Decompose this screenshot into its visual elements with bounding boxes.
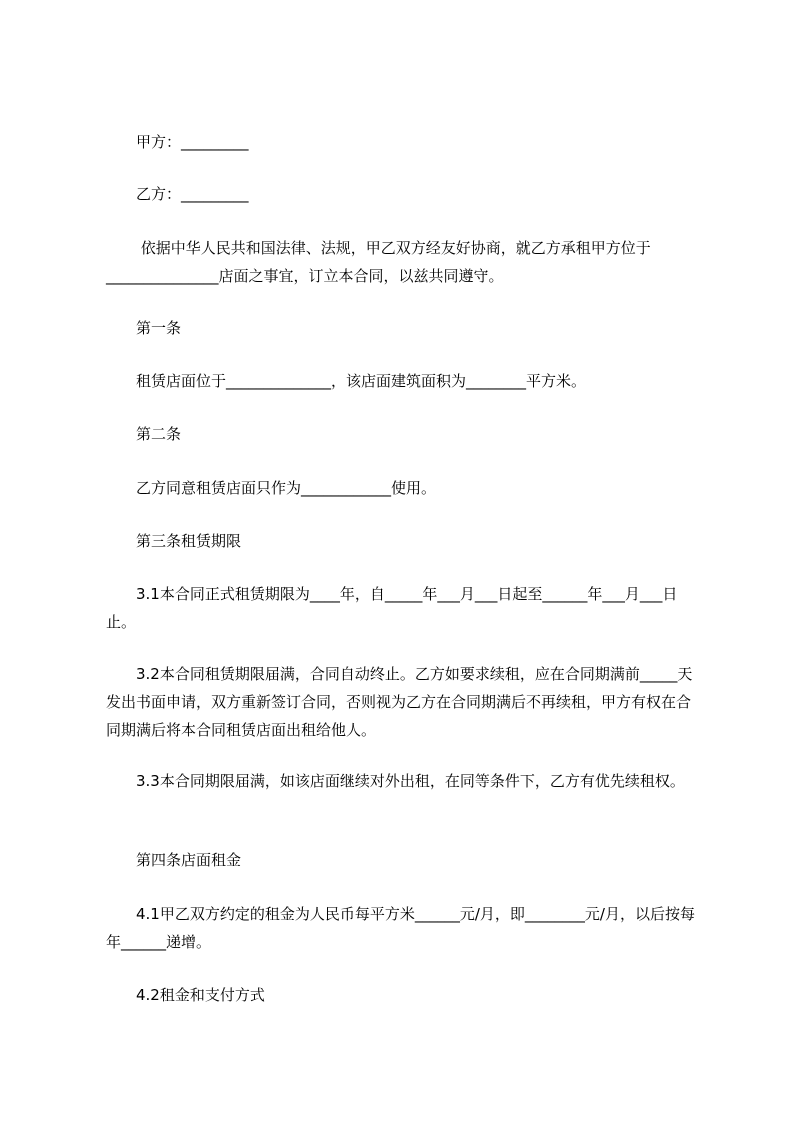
article-1-text: 租赁店面位于______________，该店面建筑面积为________平方米。 — [136, 372, 587, 390]
article-2-heading: 第二条 — [136, 425, 182, 443]
article-4-heading: 第四条店面租金 — [136, 851, 242, 869]
party-a-line: 甲方：_________ — [136, 133, 249, 151]
article-2-text: 乙方同意租赁店面只作为____________使用。 — [136, 479, 437, 497]
party-b-line: 乙方：_________ — [136, 185, 249, 203]
clause-3-1: 3.1本合同正式租赁期限为____年，自_____年___月___日起至______年___月___日止。 — [106, 585, 678, 631]
preamble-paragraph: 依据中华人民共和国法律、法规，甲乙双方经友好协商，就乙方承租甲方位于_______________店面之事宜，订立本合同，以兹共同遵守。 — [106, 239, 651, 285]
clause-4-2: 4.2租金和支付方式 — [136, 986, 265, 1004]
clause-3-3: 3.3本合同期限届满，如该店面继续对外出租，在同等条件下，乙方有优先续租权。 — [136, 772, 685, 790]
article-3-heading: 第三条租赁期限 — [136, 532, 242, 550]
article-1-heading: 第一条 — [136, 319, 182, 337]
clause-4-1: 4.1甲乙双方约定的租金为人民币每平方米______元/月，即________元/月，以后按每年______递增。 — [106, 905, 695, 951]
clause-3-2: 3.2本合同租赁期限届满，合同自动终止。乙方如要求续租，应在合同期满前_____天发出书面申请，双方重新签订合同，否则视为乙方在合同期满后不再续租，甲方有权在合同期满后将本合同租赁店面出租给他人。 — [106, 665, 693, 739]
